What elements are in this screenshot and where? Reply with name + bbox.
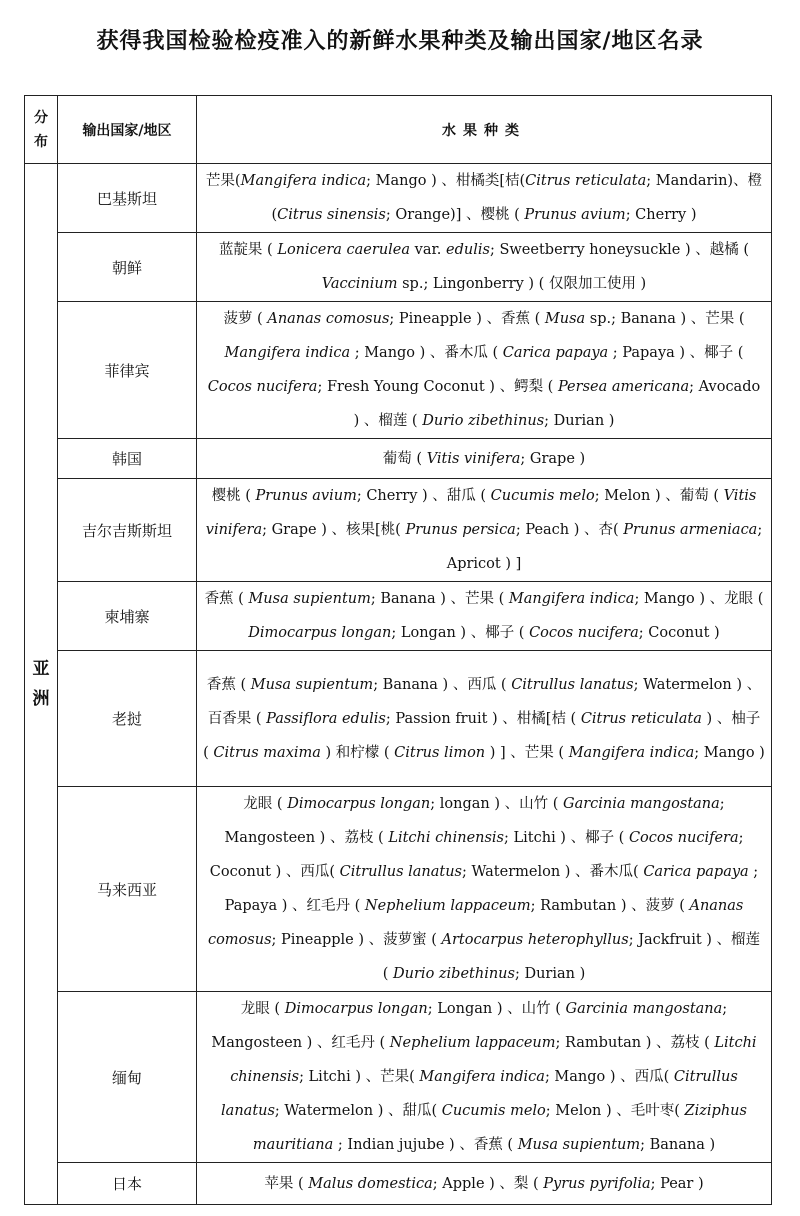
fruit-text: ; Pineapple ) 、菠萝蜜 ( xyxy=(271,932,442,948)
scientific-name: Dimocarpus longan xyxy=(284,1001,428,1017)
header-fruit: 水果种类 xyxy=(197,96,772,164)
fruit-text: sp.; Lingonberry ) ( 仅限加工使用 ) xyxy=(397,276,647,292)
fruit-text: ; Avocado ) 、榴莲 ( xyxy=(353,379,761,429)
fruit-text: ; Mango ) 、柑橘类[桔( xyxy=(366,173,526,189)
scientific-name: Mangifera indica xyxy=(419,1069,545,1085)
scientific-name: Vitis vinifera xyxy=(205,488,757,538)
scientific-name: edulis xyxy=(446,242,490,258)
table-row xyxy=(25,582,772,651)
scientific-name: Garcinia mangostana xyxy=(565,1001,723,1017)
scientific-name: Citrus reticulata xyxy=(580,710,702,727)
fruit-text: ; Mango ) 、西瓜( xyxy=(544,1069,674,1085)
fruit-text: ; Pear ) xyxy=(650,1175,704,1192)
scientific-name: Ananas comosus xyxy=(267,311,390,327)
fruit-text: ) ] 、芒果 ( xyxy=(485,744,569,761)
scientific-name: Persea americana xyxy=(557,379,690,395)
scientific-name: Durio zibethinus xyxy=(393,966,515,982)
scientific-name: Litchi chinensis xyxy=(230,1035,757,1085)
fruit-cell xyxy=(197,233,772,302)
continent-label: 亚洲 xyxy=(32,659,50,709)
fruit-text: ; Sweetberry honeysuckle ) 、越橘 ( xyxy=(489,242,750,258)
table-row xyxy=(25,164,772,233)
country-cell: 老挝 xyxy=(58,651,197,787)
scientific-name: Lonicera caerulea xyxy=(277,242,411,258)
fruit-cell xyxy=(197,651,772,787)
table-row xyxy=(25,302,772,439)
fruit-text: 蓝靛果 ( xyxy=(218,242,278,258)
country-cell: 朝鲜 xyxy=(58,233,197,302)
scientific-name: Vaccinium xyxy=(321,276,398,292)
fruit-cell xyxy=(197,582,772,651)
scientific-name: Mangifera indica xyxy=(568,744,695,761)
table-row xyxy=(25,439,772,479)
scientific-name: Citrus reticulata xyxy=(525,173,647,189)
fruit-text: ; Mangosteen ) 、红毛丹 ( xyxy=(211,1001,728,1051)
fruit-text: 芒果( xyxy=(205,173,241,189)
header-row xyxy=(25,96,772,164)
fruit-text: 樱桃 ( xyxy=(211,488,256,504)
scientific-name: Mangifera indica xyxy=(508,591,635,607)
fruit-text: ) 、柚子 ( xyxy=(203,710,761,761)
table-row xyxy=(25,787,772,992)
scientific-name: Citrullus lanatus xyxy=(339,864,462,880)
scientific-name: Musa xyxy=(544,311,586,327)
fruit-text: ; Banana ) 、芒果 ( xyxy=(370,591,509,607)
table-row xyxy=(25,992,772,1163)
fruit-text: ; Orange)] 、樱桃 ( xyxy=(385,207,525,223)
fruit-text: ; Cherry ) xyxy=(625,207,697,223)
scientific-name: Carica papaya xyxy=(643,864,749,880)
fruit-text: ; Mango ) xyxy=(694,744,765,761)
fruit-text: sp.; Banana ) 、芒果 ( xyxy=(585,311,745,327)
country-cell: 马来西亚 xyxy=(58,787,197,992)
scientific-name: Prunus avium xyxy=(524,207,626,223)
fruit-text: ; Jackfruit ) 、榴莲 ( xyxy=(382,932,761,982)
scientific-name: Ananas comosus xyxy=(207,898,744,948)
fruit-cell xyxy=(197,1163,772,1205)
scientific-name: Mangifera indica xyxy=(224,345,351,361)
fruit-text: 龙眼 ( xyxy=(243,796,288,812)
scientific-name: Dimocarpus longan xyxy=(248,625,392,641)
scientific-name: Citrus sinensis xyxy=(277,207,386,223)
fruit-cell xyxy=(197,164,772,233)
scientific-name: Vitis vinifera xyxy=(426,450,521,467)
scientific-name: Musa supientum xyxy=(250,676,374,693)
fruit-text: ; Litchi ) 、椰子 ( xyxy=(504,830,629,846)
scientific-name: Passiflora edulis xyxy=(266,710,386,727)
fruit-cell xyxy=(197,439,772,479)
scientific-name: Prunus persica xyxy=(405,522,516,538)
country-cell: 柬埔寨 xyxy=(58,582,197,651)
country-cell: 韩国 xyxy=(58,439,197,479)
fruit-text: ; Banana ) 、西瓜 ( xyxy=(373,676,512,693)
scientific-name: Pyrus pyrifolia xyxy=(543,1175,651,1192)
fruit-text: 龙眼 ( xyxy=(240,1001,285,1017)
header-distribution-label: 分布 xyxy=(34,109,48,150)
document-title: 获得我国检验检疫准入的新鲜水果种类及输出国家/地区名录 xyxy=(96,29,704,54)
fruit-text: ; Grape ) xyxy=(520,450,586,467)
country-cell: 缅甸 xyxy=(58,992,197,1163)
fruit-text: ; Mango ) 、龙眼 ( xyxy=(634,591,764,607)
scientific-name: Nephelium lappaceum xyxy=(364,898,531,914)
fruit-text: ; Fresh Young Coconut ) 、鳄梨 ( xyxy=(317,379,558,395)
scientific-name: Cocos nucifera xyxy=(628,830,739,846)
header-country: 输出国家/地区 xyxy=(58,96,197,164)
scientific-name: Ziziphus mauritiana xyxy=(252,1103,747,1153)
scientific-name: Citrullus lanatus xyxy=(221,1069,738,1119)
fruit-text: ; Pineapple ) 、香蕉 ( xyxy=(389,311,545,327)
country-cell: 日本 xyxy=(58,1163,197,1205)
fruit-text: var. xyxy=(410,242,447,258)
fruit-text: ; Melon ) 、毛叶枣( xyxy=(545,1103,685,1119)
header-distribution xyxy=(25,96,58,164)
fruit-text: ; Litchi ) 、芒果( xyxy=(299,1069,420,1085)
fruit-text: ; Coconut ) 、西瓜( xyxy=(209,830,744,880)
fruit-text: ; Mangosteen ) 、荔枝 ( xyxy=(224,796,725,846)
table-body xyxy=(25,164,772,1205)
table-row xyxy=(25,651,772,787)
fruit-text: ; Mango ) 、番木瓜 ( xyxy=(350,345,503,361)
scientific-name: Prunus avium xyxy=(255,488,357,504)
fruit-text: ; Apple ) 、梨 ( xyxy=(432,1175,544,1192)
scientific-name: Cucumis melo xyxy=(441,1103,546,1119)
fruit-text: ; Apricot ) ] xyxy=(446,522,763,572)
fruit-text: ; Passion fruit ) 、柑橘[桔 ( xyxy=(385,710,581,727)
scientific-name: Malus domestica xyxy=(308,1175,433,1192)
scientific-name: Mangifera indica xyxy=(240,173,367,189)
fruit-text: ; Papaya ) 、红毛丹 ( xyxy=(224,864,759,914)
scientific-name: Durio zibethinus xyxy=(422,413,545,429)
fruit-text: ; Watermelon ) 、甜瓜( xyxy=(274,1103,442,1119)
fruit-text: ; Banana ) xyxy=(640,1137,716,1153)
fruit-text: ; Grape ) 、核果[桃( xyxy=(262,522,406,538)
fruit-text: ; Watermelon ) 、番木瓜( xyxy=(462,864,644,880)
fruit-text: ; Coconut ) xyxy=(638,625,720,641)
fruit-text: ; Cherry ) 、甜瓜 ( xyxy=(356,488,491,504)
table-row xyxy=(25,233,772,302)
country-cell: 巴基斯坦 xyxy=(58,164,197,233)
fruit-text: 苹果 ( xyxy=(264,1175,309,1192)
fruit-cell xyxy=(197,992,772,1163)
scientific-name: Carica papaya xyxy=(502,345,609,361)
scientific-name: Citrus limon xyxy=(394,744,486,761)
fruit-text: 香蕉 ( xyxy=(204,591,249,607)
fruit-text: 菠萝 ( xyxy=(223,311,268,327)
fruit-text: ; Mandarin)、橙( xyxy=(271,173,763,223)
fruit-text: ; Indian jujube ) 、香蕉 ( xyxy=(333,1137,518,1153)
scientific-name: Nephelium lappaceum xyxy=(389,1035,556,1051)
scientific-name: Cucumis melo xyxy=(490,488,595,504)
fruit-text: ; longan ) 、山竹 ( xyxy=(430,796,563,812)
country-cell: 吉尔吉斯斯坦 xyxy=(58,479,197,582)
fruit-text: ; Longan ) 、山竹 ( xyxy=(427,1001,566,1017)
table-row xyxy=(25,1163,772,1205)
fruit-cell xyxy=(197,479,772,582)
fruit-text: 葡萄 ( xyxy=(382,450,427,467)
fruit-cell xyxy=(197,787,772,992)
fruit-text: 香蕉 ( xyxy=(206,676,251,693)
fruit-text: ; Longan ) 、椰子 ( xyxy=(391,625,530,641)
scientific-name: Musa supientum xyxy=(517,1137,641,1153)
scientific-name: Prunus armeniaca xyxy=(623,522,758,538)
fruit-text: ; Rambutan ) 、菠萝 ( xyxy=(530,898,690,914)
fruit-text: ; Watermelon ) 、百香果 ( xyxy=(207,676,762,727)
fruit-text: ; Papaya ) 、椰子 ( xyxy=(608,345,744,361)
scientific-name: Dimocarpus longan xyxy=(287,796,431,812)
scientific-name: Artocarpus heterophyllus xyxy=(441,932,629,948)
fruit-text: ) 和柠檬 ( xyxy=(320,744,395,761)
scientific-name: Garcinia mangostana xyxy=(563,796,720,812)
continent-cell xyxy=(25,164,58,1205)
fruit-text: ; Durian ) xyxy=(514,966,586,982)
fruit-table xyxy=(24,95,772,1205)
fruit-text: ; Melon ) 、葡萄 ( xyxy=(594,488,724,504)
scientific-name: Cocos nucifera xyxy=(207,379,318,395)
scientific-name: Musa supientum xyxy=(248,591,371,607)
table-row xyxy=(25,479,772,582)
scientific-name: Citrus maxima xyxy=(213,744,321,761)
scientific-name: Citrullus lanatus xyxy=(511,676,634,693)
scientific-name: Litchi chinensis xyxy=(388,830,505,846)
fruit-cell xyxy=(197,302,772,439)
country-cell: 菲律宾 xyxy=(58,302,197,439)
fruit-text: ; Rambutan ) 、荔枝 ( xyxy=(555,1035,715,1051)
fruit-text: ; Peach ) 、杏( xyxy=(515,522,624,538)
scientific-name: Cocos nucifera xyxy=(529,625,639,641)
fruit-text: ; Durian ) xyxy=(544,413,615,429)
